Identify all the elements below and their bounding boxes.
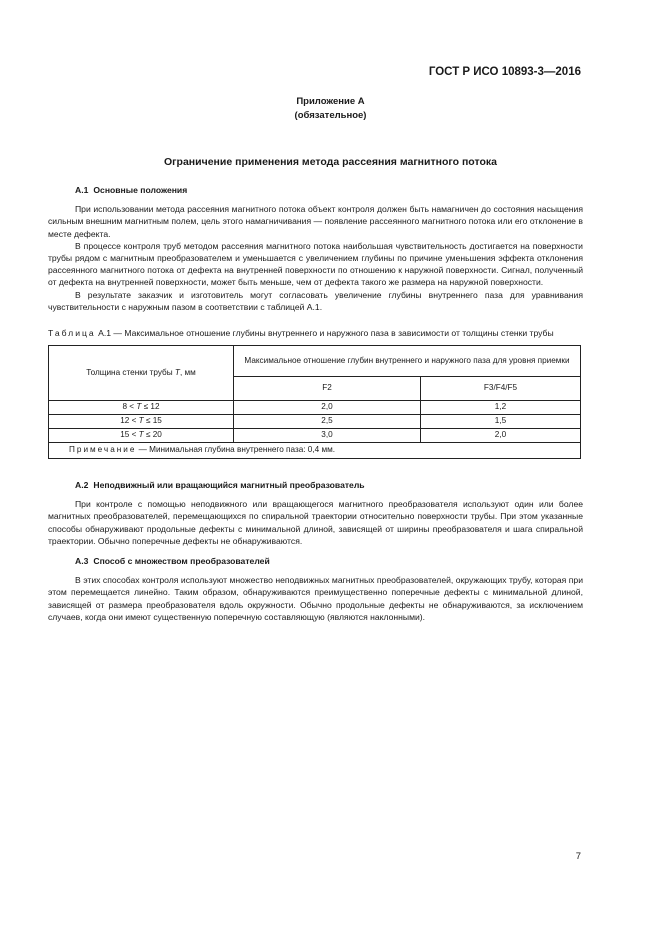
section-a1-number: А.1 <box>75 185 89 195</box>
table-row <box>49 429 581 443</box>
section-a3-paragraph: В этих способах контроля используют множество неподвижных магнитных преобразователей, окружающих трубу, которая при этом перемещается линейно. Таким образом, обнаруживаются преимущественно поперечные дефекты с минимальной длиной, зависящей от размера преобразователя вдоль окружности. Обычно продольные дефекты не обнаруживаются, за исключением случаев, когда они имеют существенную поперечную составляющую (являются наклонными). <box>48 575 583 622</box>
main-title: Ограничение применения метода рассеяния магнитного потока <box>164 156 497 168</box>
section-a2-number: А.2 <box>75 480 89 491</box>
column-header-ratio: Максимальное отношение глубин внутреннего и наружного паза для уровня приемки <box>234 346 581 377</box>
section-a2-title: Неподвижный или вращающийся магнитный преобразователь <box>93 480 365 491</box>
document-code: ГОСТ Р ИСО 10893-3—2016 <box>428 66 581 78</box>
table-caption-label: Таблица <box>48 328 96 339</box>
appendix-heading <box>0 95 661 123</box>
table-caption <box>48 327 583 339</box>
section-a1-paragraph: В результате заказчик и изготовитель могут согласовать увеличение глубины внутреннего паза для уравнивания чувствительности с наружным пазом в соответствии с таблицей А.1. <box>48 289 583 312</box>
depth-ratio-table <box>48 345 581 459</box>
column-header-f345: F3/F4/F5 <box>421 377 581 401</box>
section-a1-title: Основные положения <box>93 185 188 195</box>
f345-value-cell: 1,5 <box>421 415 581 429</box>
f2-value-cell: 3,0 <box>234 429 421 443</box>
section-a2-paragraph: При контроле с помощью неподвижного или вращающегося магнитного преобразователя используют один или более магнитных преобразователей, перемещающихся по спиральной траектории относительно поверхности трубы. При этом указанные способы обнаруживают продольные дефекты с минимальной длиной, зависящей от ширины преобразователя и шага спиральной траектории. Обычно поперечные дефекты не обнаруживаются. <box>48 499 583 546</box>
document-body <box>48 184 583 623</box>
table-note <box>49 443 581 459</box>
section-a2-heading <box>75 479 583 491</box>
page-number: 7 <box>575 851 581 862</box>
section-a3-heading <box>75 555 583 567</box>
thickness-range-cell: 15 < T ≤ 20 <box>49 429 234 443</box>
f2-value-cell: 2,0 <box>234 401 421 415</box>
section-a1-heading <box>75 184 583 196</box>
thickness-range-cell: 8 < T ≤ 12 <box>49 401 234 415</box>
appendix-status: (обязательное) <box>294 110 367 121</box>
thickness-range-cell: 12 < T ≤ 15 <box>49 415 234 429</box>
column-header-thickness: Толщина стенки трубы T, мм <box>49 346 234 401</box>
section-a1-paragraph: В процессе контроля труб методом рассеяния магнитного потока наибольшая чувствительность достигается на поверхности трубы рядом с магнитным преобразователем и уменьшается с увеличением глубины по причине уменьшения эффекта отклонения рассеянного магнитного потока от дефекта на внутренней поверхности по отношению к наружной поверхности. Сигнал, полученный от дефекта на внутренней поверхности, может быть меньше, чем от дефекта такого же размера на наружной поверхности. <box>48 240 583 288</box>
section-a3-title: Способ с множеством преобразователей <box>93 556 270 567</box>
table-row <box>49 401 581 415</box>
f345-value-cell: 2,0 <box>421 429 581 443</box>
column-header-f2: F2 <box>234 377 421 401</box>
appendix-title: Приложение А <box>296 96 365 107</box>
section-a1-paragraph: При использовании метода рассеяния магнитного потока объект контроля должен быть намагничен до состояния насыщения сильным внешним магнитным полем, цель этого намагничивания — появление рассеянного магнитного потока или его отклонение в месте дефекта. <box>48 204 583 239</box>
table-note-label: Примечание <box>69 445 137 455</box>
table-row <box>49 415 581 429</box>
table-caption-text: А.1 — Максимальное отношение глубины внутреннего и наружного паза в зависимости от толщины стенки трубы <box>95 328 554 339</box>
section-a3-number: А.3 <box>75 556 89 567</box>
f2-value-cell: 2,5 <box>234 415 421 429</box>
table-note-text: — Минимальная глубина внутреннего паза: 0,4 мм. <box>136 445 336 455</box>
f345-value-cell: 1,2 <box>421 401 581 415</box>
